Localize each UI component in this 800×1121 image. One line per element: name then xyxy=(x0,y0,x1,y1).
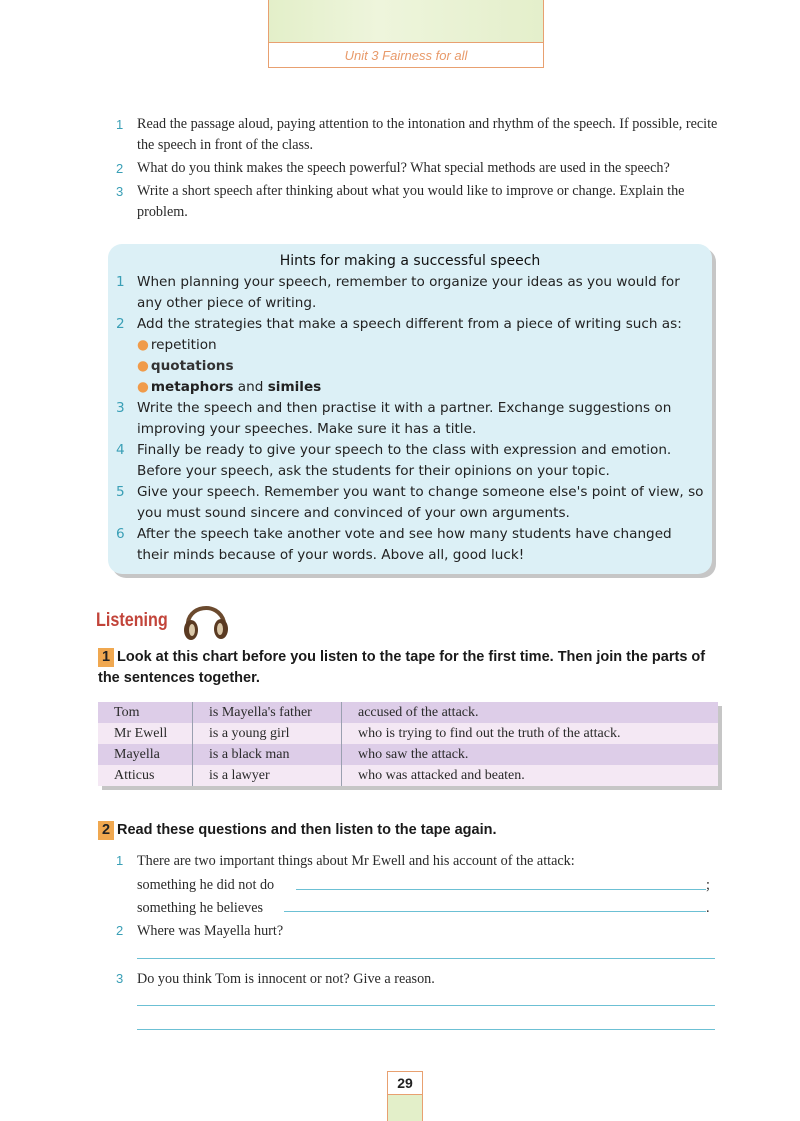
hint-bullet: ● repetition xyxy=(137,337,217,353)
line-end-mark: . xyxy=(706,900,710,916)
line-end-mark: ; xyxy=(706,877,710,893)
unit-title: Unit 3 Fairness for all xyxy=(344,48,468,63)
hint-item: 5 Give your speech. Remember you want to change someone else's point of view, so you must sound sincere and convinced of your own arguments. xyxy=(116,484,704,521)
hint-item: 4 Finally be ready to give your speech to the class with expression and emotion. Before your speech, ask the students for their opinions on your topic. xyxy=(116,442,672,479)
question-1: 1 There are two important things about Mr Ewell and his account of the attack: xyxy=(116,853,575,869)
answer-line[interactable] xyxy=(296,889,706,890)
bullet-icon: ● xyxy=(137,337,149,353)
question-1-line-b-label: something he believes xyxy=(137,900,264,916)
list-item: 2 What do you think makes the speech powerful? What special methods are used in the speech? xyxy=(116,160,670,176)
speech-task-list xyxy=(116,114,720,225)
question-1-line-a-label: something he did not do xyxy=(137,877,275,893)
question-2: 2 Where was Mayella hurt? xyxy=(116,923,284,939)
list-item: 3 Write a short speech after thinking about what you would like to improve or change. Explain the problem. xyxy=(116,183,685,220)
page-number: 29 xyxy=(388,1072,422,1095)
listening-task-2: 2 Read these questions and then listen to the tape again. xyxy=(98,820,496,841)
hints-title: Hints for making a successful speech xyxy=(279,253,541,269)
hint-item: 3 Write the speech and then practise it with a partner. Exchange suggestions on improving your speeches. Make sure it has a title. xyxy=(116,400,672,437)
sentence-chart xyxy=(98,702,718,786)
hint-item: 6 After the speech take another vote and see how many students have changed their minds because of your words. Above all, good luck! xyxy=(116,526,672,563)
table-row: Mr Ewell is a young girl who is trying to find out the truth of the attack. xyxy=(98,723,718,744)
table-row: Atticus is a lawyer who was attacked and beaten. xyxy=(98,765,718,786)
answer-line[interactable] xyxy=(284,911,706,912)
bullet-icon: ● xyxy=(137,358,149,374)
hint-item: 1 When planning your speech, remember to organize your ideas as you would for any other piece of writing. xyxy=(116,274,680,311)
question-3: 3 Do you think Tom is innocent or not? Give a reason. xyxy=(116,971,435,987)
listening-task-1: 1 Look at this chart before you listen to the tape for the first time. Then join the parts of the sentences together. xyxy=(98,649,706,686)
hints-box xyxy=(108,244,712,574)
hint-bullet: ● quotations xyxy=(137,358,234,374)
list-item: 1 Read the passage aloud, paying attention to the intonation and rhythm of the speech. If possible, recite the speech in front of the class. xyxy=(116,116,718,153)
table-row: Mayella is a black man who saw the attack. xyxy=(98,744,718,765)
headphones-icon xyxy=(178,596,234,644)
listening-heading: Listening xyxy=(96,610,168,631)
bullet-icon: ● xyxy=(137,379,149,395)
unit-banner xyxy=(268,0,544,68)
table-row: Tom is Mayella's father accused of the attack. xyxy=(98,702,718,723)
hint-bullet: ● metaphors and similes xyxy=(137,379,322,395)
banner-artwork xyxy=(269,0,543,43)
page-number-box xyxy=(387,1071,423,1121)
task-number-badge: 2 xyxy=(98,821,114,840)
answer-line[interactable] xyxy=(137,1005,715,1006)
task-number-badge: 1 xyxy=(98,648,114,667)
answer-line[interactable] xyxy=(137,1029,715,1030)
answer-line[interactable] xyxy=(137,958,715,959)
hint-item: 2 Add the strategies that make a speech different from a piece of writing such as: xyxy=(116,316,682,332)
